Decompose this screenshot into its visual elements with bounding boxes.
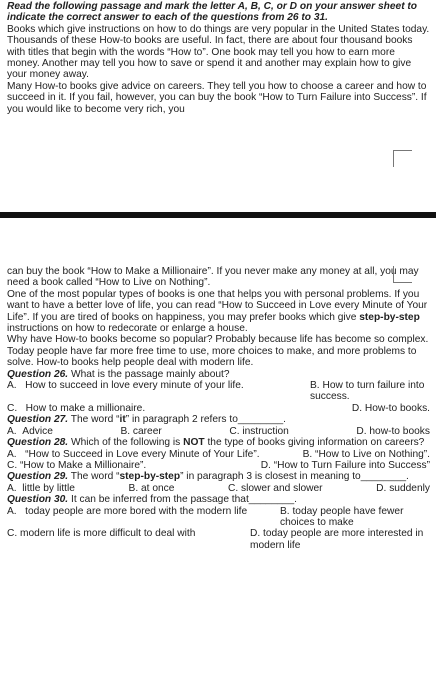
instruction: Read the following passage and mark the letter A, B, C, or D on your answer sheet to indicate the correct answer to each of the questions from 26 to 31. xyxy=(7,1,418,24)
crop-mark-icon xyxy=(393,266,412,283)
passage-paragraph-1: Books which give instructions on how to do things are very popular in the United States today. Thousands of these How-to books are useful. In fact, there are about four thousand books with titles that begin with the words “How to”. One book may tell you how to earn more money. Another may tell you how to save or spend it and another may explain how to give your money away. xyxy=(7,23,430,81)
question-26 xyxy=(7,369,430,415)
option-d[interactable]: D. How-to books. xyxy=(351,402,430,414)
option-a[interactable]: A. today people are more bored with the modern life xyxy=(7,505,248,517)
option-a[interactable]: A. “How to Succeed in Love every Minute of Your Life”. xyxy=(7,448,260,460)
question-label: Question 27. xyxy=(7,414,69,426)
option-b[interactable]: B. career xyxy=(120,425,162,437)
option-b[interactable]: B. at once xyxy=(128,482,175,494)
question-label: Question 29. xyxy=(7,471,69,483)
page-bottom xyxy=(0,218,436,693)
option-d[interactable]: D. today people are more interested in modern life xyxy=(250,528,424,551)
option-b[interactable]: B. “How to Live on Nothing”. xyxy=(302,448,430,460)
question-28: Question 28. Which of the following is NOT the type of books giving information on careers? A. “How to Succeed in Love every Minute of Your Life”. B. “How to Live on Nothing”. C. “How to Make a Millionaire”. D. “How to Turn Failure into Success” xyxy=(7,437,430,471)
option-d[interactable]: D. “How to Turn Failure into Success” xyxy=(260,459,430,471)
question-text: It can be inferred from the passage that________. xyxy=(70,494,297,506)
option-a[interactable]: A. How to succeed in love every minute of your life. xyxy=(7,380,244,392)
passage-paragraph-2-start: Many How-to books give advice on careers. They tell you how to choose a career and how to succeed in it. If you fail, however, you can buy the book “How to Turn Failure into Success”. If you would like to become very rich, you xyxy=(7,80,427,115)
option-b[interactable]: B. How to turn failure into success. xyxy=(310,380,425,403)
option-b[interactable]: B. today people have fewer choices to make xyxy=(280,505,404,528)
passage-paragraph-4: Why have How-to books become so popular? Probably because life has become so complex. Today people have far more free time to use, more choices to make, and more problems to solve. How-to books help people deal with modern life. xyxy=(7,334,429,369)
question-29: Question 29. The word “step-by-step” in paragraph 3 is closest in meaning to________. A. little by little B. at once C. slower and slower D. suddenly xyxy=(7,471,430,494)
option-a[interactable]: A. little by little xyxy=(7,482,75,494)
question-label: Question 26. xyxy=(7,368,69,380)
page-top xyxy=(0,0,436,212)
option-c[interactable]: C. instruction xyxy=(229,425,289,437)
passage-paragraph-2-continued: can buy the book “How to Make a Millionaire”. If you never make any money at all, you may need a book called “How to Live on Nothing”. xyxy=(7,266,419,289)
option-d[interactable]: D. suddenly xyxy=(376,482,430,494)
crop-mark-icon xyxy=(393,150,412,167)
question-label: Question 30. xyxy=(7,494,69,506)
option-a[interactable]: A. Advice xyxy=(7,425,53,437)
option-c[interactable]: C. How to make a millionaire. xyxy=(7,402,146,414)
question-text: What is the passage mainly about? xyxy=(70,368,230,380)
question-30 xyxy=(7,494,430,551)
option-d[interactable]: D. how-to books xyxy=(356,425,430,437)
question-label: Question 28. xyxy=(7,437,69,449)
passage-paragraph-3: One of the most popular types of books is one that helps you with personal problems. If you want to have a better love of life, you can read “How to Succeed in Love every Minute of Your Life”. If you are tired of books on happiness, you may prefer books which give step-by-step instructions on how to redecorate or enlarge a house. xyxy=(7,288,428,335)
question-27: Question 27. The word “it” in paragraph 2 refers to________. A. Advice B. career C. instruction D. how-to books xyxy=(7,414,430,437)
option-c[interactable]: C. modern life is more difficult to deal with xyxy=(7,528,196,540)
option-c[interactable]: C. “How to Make a Millionaire”. xyxy=(7,459,147,471)
highlighted-phrase: step-by-step xyxy=(359,311,420,323)
option-c[interactable]: C. slower and slower xyxy=(228,482,323,494)
